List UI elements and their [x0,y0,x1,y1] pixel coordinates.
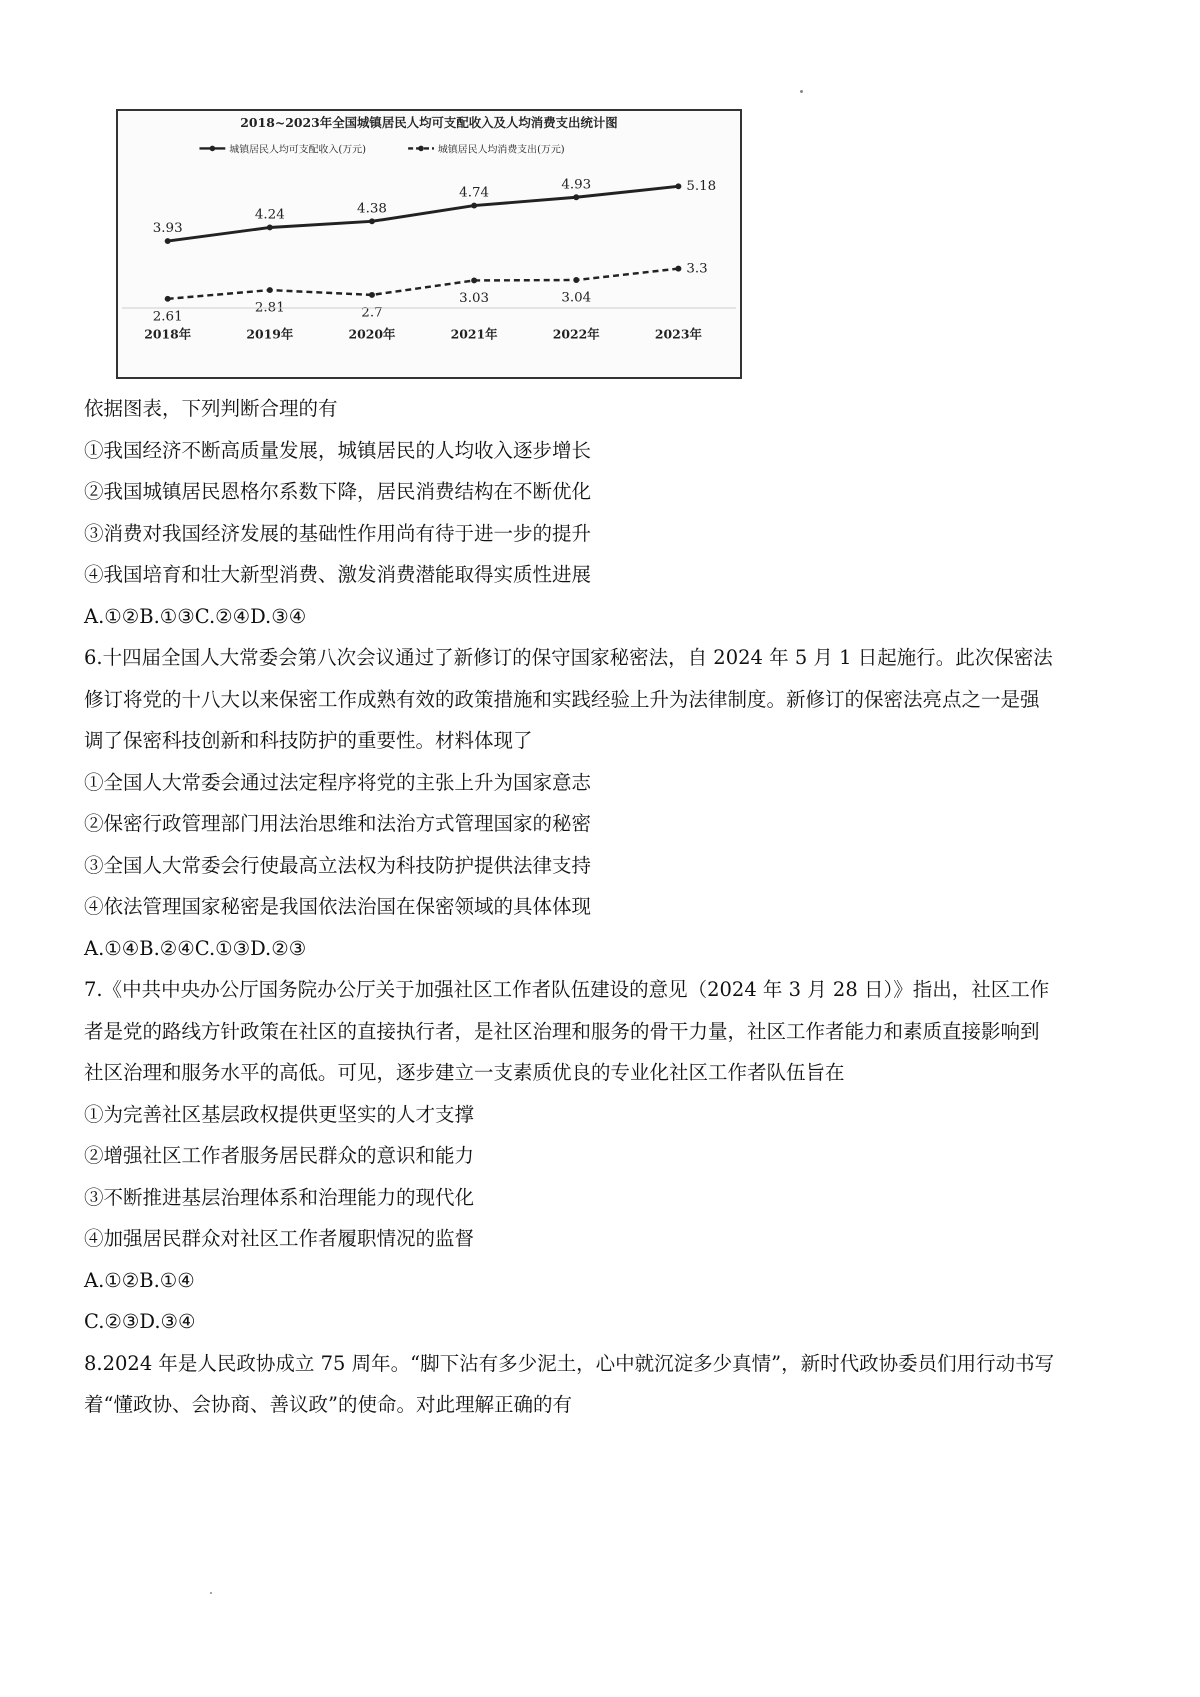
series-line-income [168,186,679,241]
series-line-spending [168,269,679,299]
q6-stem-line-2: 修订将党的十八大以来保密工作成熟有效的政策措施和实践经验上升为法律制度。新修订的保密法亮点之一是强 [84,687,1040,711]
q6-option-4: ④依法管理国家秘密是我国依法治国在保密领域的具体体现 [84,895,592,918]
data-point-spending [471,277,477,283]
q6-option-2: ②保密行政管理部门用法治思维和法治方式管理国家的秘密 [84,812,592,835]
x-tick-label: 2020年 [348,326,396,342]
q5-option-4: ④我国培育和壮大新型消费、激发消费潜能取得实质性进展 [84,563,592,586]
data-point-spending [573,277,579,283]
data-label-spending: 3.3 [686,261,708,277]
q7-stem-line-2: 者是党的路线方针政策在社区的直接执行者，是社区治理和服务的骨干力量，社区工作者能力和素质直接影响到 [84,1019,1040,1043]
data-point-spending [675,266,681,272]
line-chart [116,109,742,379]
data-point-income [675,183,681,189]
q5-option-3: ③消费对我国经济发展的基础性作用尚有待于进一步的提升 [84,521,592,545]
x-tick-label: 2021年 [450,326,498,342]
q6-option-3: ③全国人大常委会行使最高立法权为科技防护提供法律支持 [84,853,592,877]
x-tick-label: 2022年 [552,326,600,342]
chart-title: 2018~2023年全国城镇居民人均可支配收入及人均消费支出统计图 [240,114,618,130]
data-point-spending [369,292,375,298]
q8-stem-line-2: 着“懂政协、会协商、善议政”的使命。对此理解正确的有 [84,1393,572,1416]
scan-speck [800,90,803,93]
q6-option-1: ①全国人大常委会通过法定程序将党的主张上升为国家意志 [84,770,592,794]
x-axis-ticks [144,327,702,342]
data-label-income: 5.18 [686,179,717,195]
data-label-spending: 2.7 [361,305,383,321]
q6-choices: A.①④B.②④C.①③D.②③ [84,936,307,960]
data-label-spending: 2.81 [254,300,285,316]
x-tick-label: 2019年 [246,326,294,342]
q7-option-3: ③不断推进基层治理体系和治理能力的现代化 [84,1185,475,1209]
q5-option-2: ②我国城镇居民恩格尔系数下降，居民消费结构在不断优化 [84,480,592,503]
data-label-income: 4.38 [357,201,387,217]
legend-marker-income [210,146,216,152]
q5-option-1: ①我国经济不断高质量发展，城镇居民的人均收入逐步增长 [84,438,592,462]
q7-option-1: ①为完善社区基层政权提供更坚实的人才支撑 [84,1102,475,1126]
question-text [84,388,1134,1426]
data-label-income: 3.93 [152,221,183,237]
data-label-income: 4.24 [254,207,285,223]
chart-legend [199,142,564,155]
data-point-income [267,225,273,231]
data-label-spending: 3.03 [459,291,490,307]
q7-choices-line-2: C.②③D.③④ [84,1310,196,1333]
plot-area [153,177,716,324]
q6-stem-line-1: 6.十四届全国人大常委会第八次会议通过了新修订的保守国家秘密法，自 2024 年 5 月 1 日起施行。此次保密法 [84,646,1053,669]
q7-stem-line-1: 7.《中共中央办公厅国务院办公厅关于加强社区工作者队伍建设的意见（2024 年 3 月 28 日）》指出，社区工作 [84,978,1050,1001]
q5-choices: A.①②B.①③C.②④D.③④ [84,604,307,628]
legend-label-income: 城镇居民人均可支配收入(万元) [229,144,366,156]
q5-stem: 依据图表，下列判断合理的有 [84,397,338,420]
q7-choices-line-1: A.①②B.①④ [84,1268,195,1292]
data-label-income: 4.74 [459,185,490,201]
q8-stem-line-1: 8.2024 年是人民政协成立 75 周年。“脚下沾有多少泥土，心中就沉淀多少真情”，新时代政协委员们用行动书写 [84,1351,1055,1375]
data-label-income: 4.93 [561,177,592,193]
data-point-income [165,238,171,244]
legend-marker-spending [418,146,424,152]
x-tick-label: 2018年 [144,326,192,342]
chart-canvas [118,111,740,377]
data-label-spending: 3.04 [561,290,592,306]
data-point-spending [267,287,273,293]
data-point-income [369,218,375,224]
data-label-spending: 2.61 [152,309,183,325]
q6-stem-line-3: 调了保密科技创新和科技防护的重要性。材料体现了 [84,729,533,752]
x-tick-label: 2023年 [654,326,702,342]
data-point-income [573,194,579,200]
data-point-income [471,203,477,209]
scan-speck [210,1592,212,1594]
legend-label-spending: 城镇居民人均消费支出(万元) [437,144,565,156]
q7-option-4: ④加强居民群众对社区工作者履职情况的监督 [84,1227,475,1250]
q7-option-2: ②增强社区工作者服务居民群众的意识和能力 [84,1144,475,1167]
q7-stem-line-3: 社区治理和服务水平的高低。可见，逐步建立一支素质优良的专业化社区工作者队伍旨在 [84,1061,845,1084]
data-point-spending [165,296,171,302]
